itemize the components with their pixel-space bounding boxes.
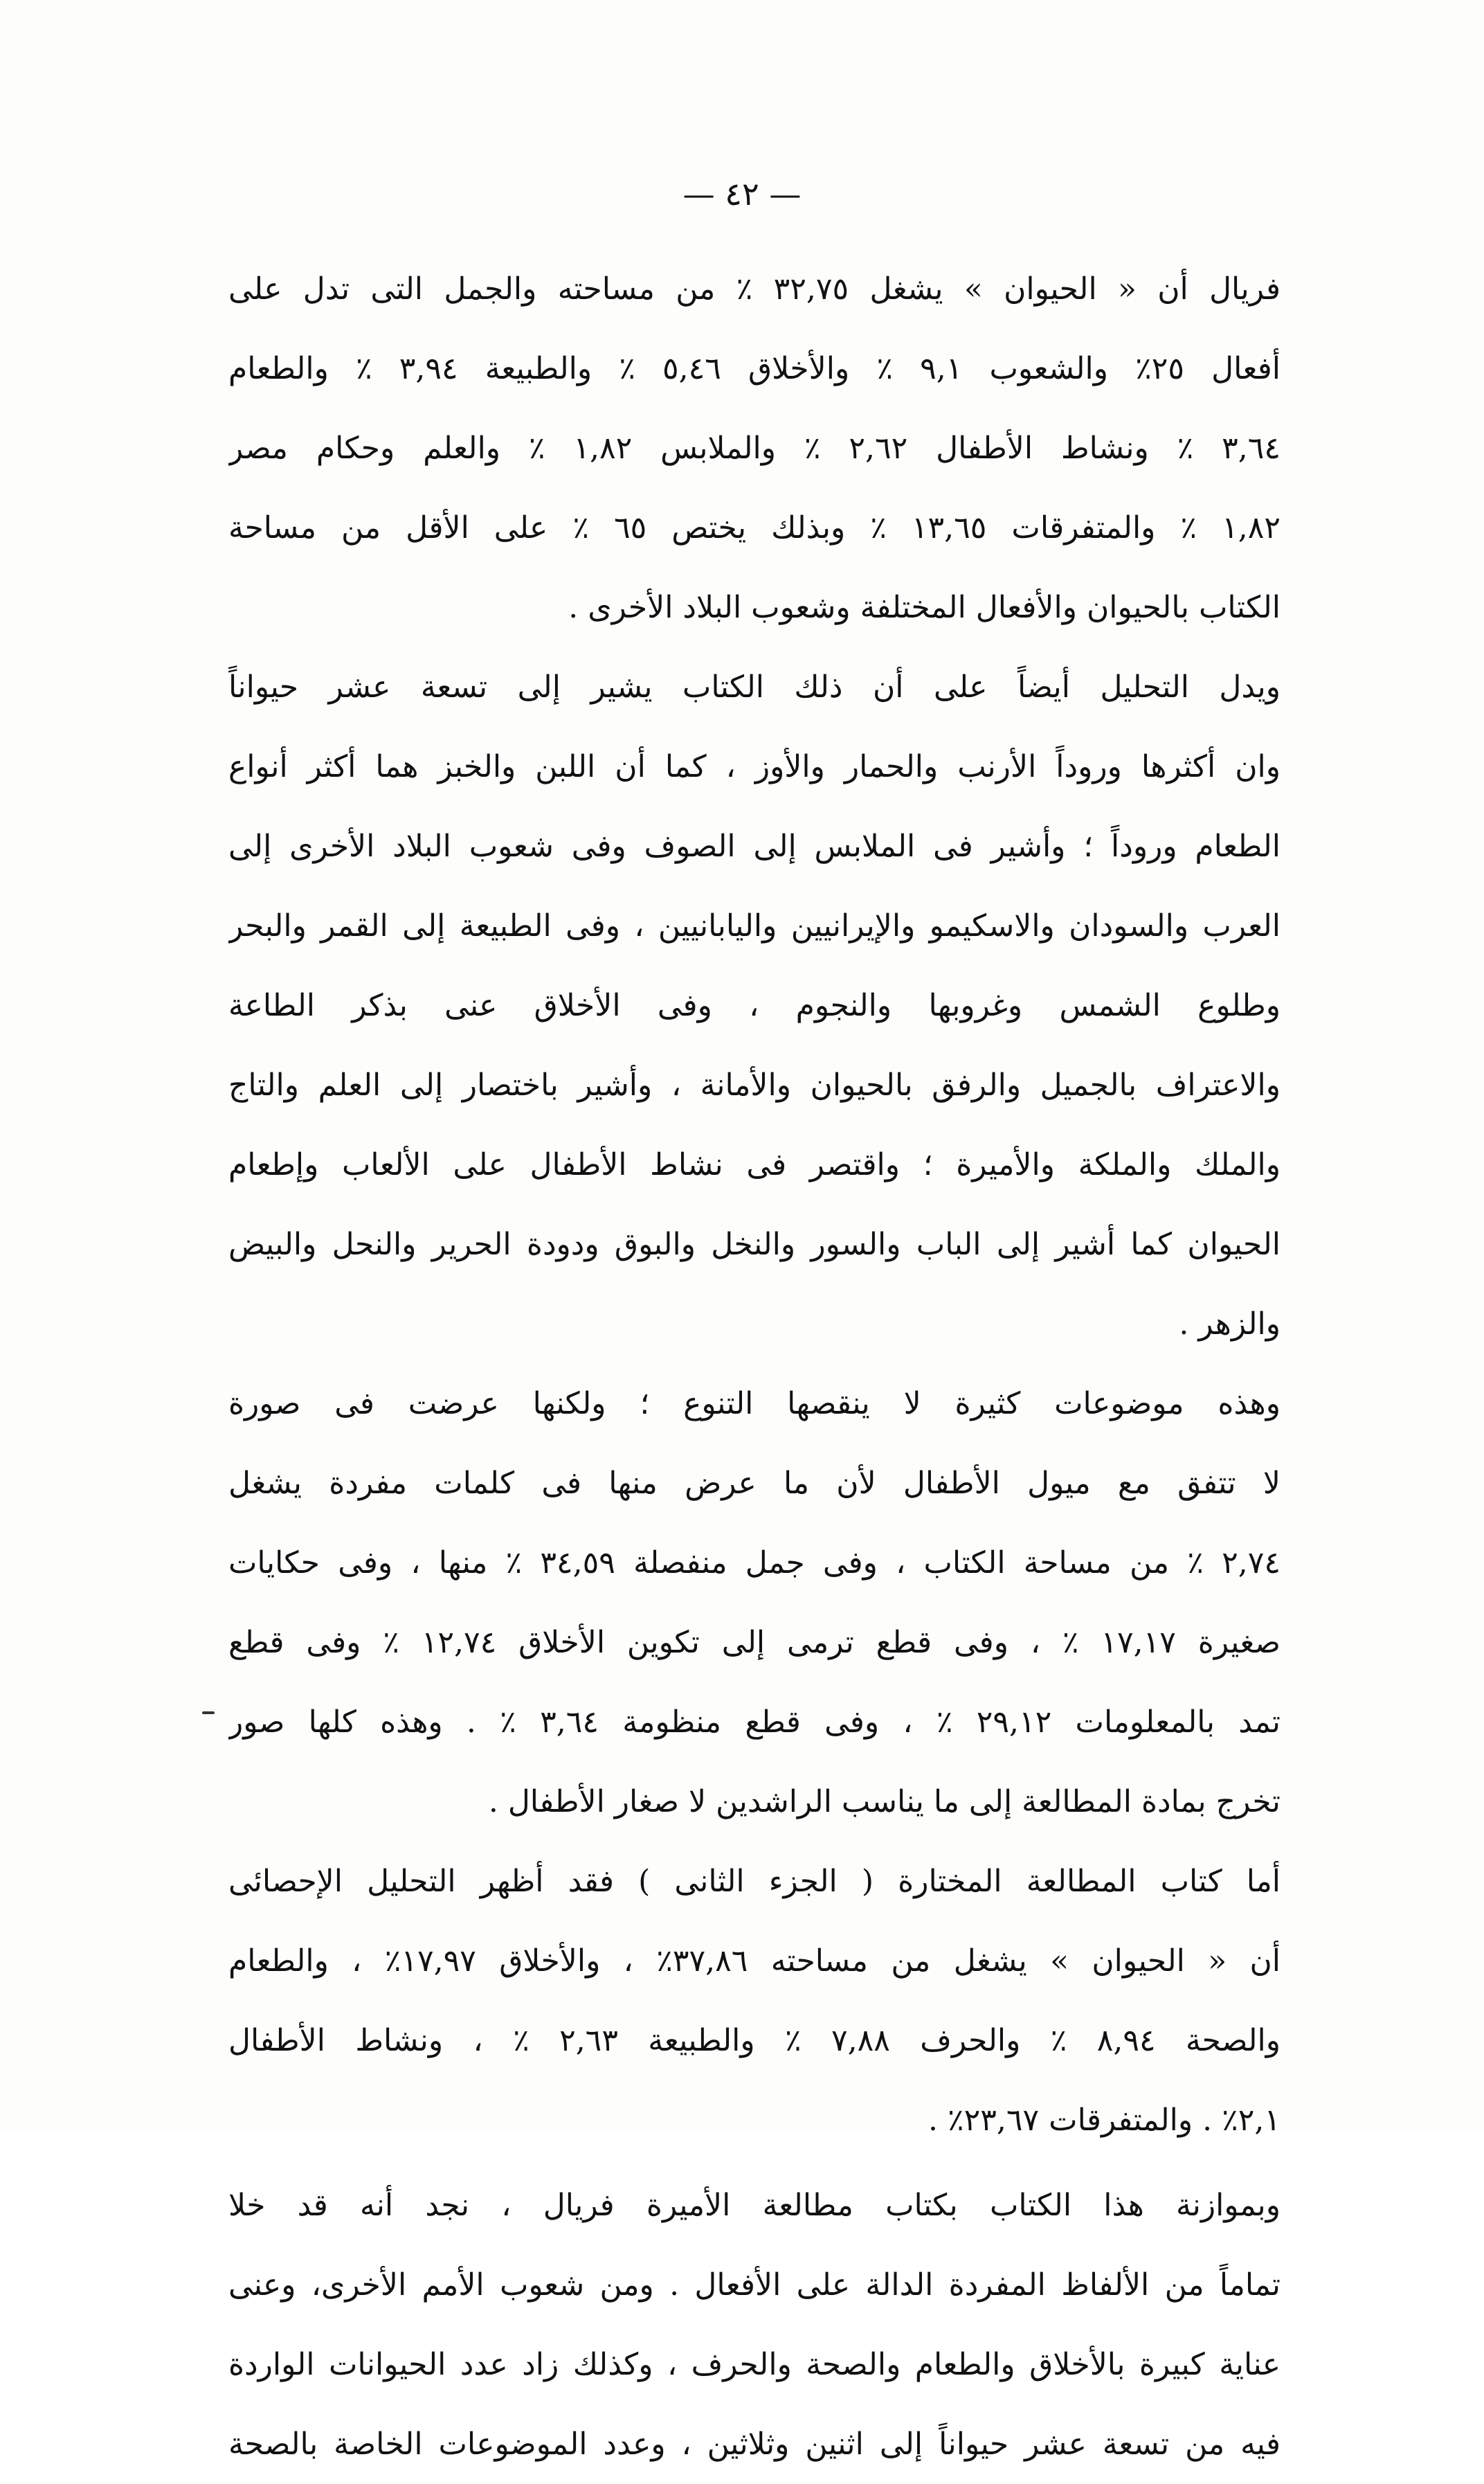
text-line: وبموازنة هذا الكتاب بكتاب مطالعة الأميرة فريال ، نجد أنه قد خلا	[228, 2188, 1281, 2223]
text-line: أما كتاب المطالعة المختارة ( الجزء الثانى ) فقد أظهر التحليل الإحصائى	[228, 1864, 1281, 1899]
text-line: الحيوان كما أشير إلى الباب والسور والنخل والبوق ودودة الحرير والنحل والبيض	[228, 1227, 1281, 1262]
text-line: فريال أن « الحيوان » يشغل ٣٢,٧٥ ٪ من مساحته والجمل التى تدل على	[228, 271, 1281, 307]
paragraph	[228, 1364, 1281, 1842]
text-line: أن « الحيوان » يشغل من مساحته ٣٧,٨٦٪ ، والأخلاق ١٧,٩٧٪ ، والطعام	[228, 1943, 1281, 1979]
page-number: — ٤٢ —	[682, 175, 802, 213]
paragraph	[228, 647, 1281, 1364]
text-line: تماماً من الألفاظ المفردة الدالة على الأفعال . ومن شعوب الأمم الأخرى، وعنى	[228, 2267, 1281, 2303]
text-line: وان أكثرها وروداً الأرنب والحمار والأوز ، كما أن اللبن والخبز هما أكثر أنواع	[228, 749, 1281, 784]
text-line: صغيرة ١٧,١٧ ٪ ، وفى قطع ترمى إلى تكوين الأخلاق ١٢,٧٤ ٪ وفى قطع	[228, 1625, 1281, 1660]
text-line: ١,٨٢ ٪ والمتفرقات ١٣,٦٥ ٪ وبذلك يختص ٦٥ ٪ على الأقل من مساحة	[228, 510, 1281, 546]
text-line: فيه من تسعة عشر حيواناً إلى اثنين وثلاثين ، وعدد الموضوعات الخاصة بالصحة	[228, 2427, 1281, 2462]
text-line: أفعال ٢٥٪ والشعوب ٩,١ ٪ والأخلاق ٥,٤٦ ٪ والطبيعة ٣,٩٤ ٪ والطعام	[228, 351, 1281, 386]
text-line: ٢,٧٤ ٪ من مساحة الكتاب ، وفى جمل منفصلة ٣٤,٥٩ ٪ منها ، وفى حكايات	[228, 1545, 1281, 1581]
paragraph-spacer	[228, 2160, 1281, 2166]
text-line: تخرج بمادة المطالعة إلى ما يناسب الراشدين لا صغار الأطفال .	[488, 1784, 1281, 1819]
text-line: والصحة ٨,٩٤ ٪ والحرف ٧,٨٨ ٪ والطبيعة ٢,٦٣ ٪ ، ونشاط الأطفال	[228, 2023, 1281, 2058]
text-line: الكتاب بالحيوان والأفعال المختلفة وشعوب البلاد الأخرى .	[568, 590, 1281, 625]
text-line: وطلوع الشمس وغروبها والنجوم ، وفى الأخلاق عنى بذكر الطاعة	[228, 988, 1281, 1023]
text-line: ٣,٦٤ ٪ ونشاط الأطفال ٢,٦٢ ٪ والملابس ١,٨٢ ٪ والعلم وحكام مصر	[228, 431, 1281, 466]
paragraph	[228, 249, 1281, 647]
text-line: والزهر .	[1179, 1306, 1281, 1342]
text-line: عناية كبيرة بالأخلاق والطعام والصحة والحرف ، وكذلك زاد عدد الحيوانات الواردة	[228, 2347, 1281, 2382]
text-line: والملك والملكة والأميرة ؛ واقتصر فى نشاط الأطفال على الألعاب وإطعام	[228, 1147, 1281, 1182]
text-line: الطعام وروداً ؛ وأشير فى الملابس إلى الصوف وفى شعوب البلاد الأخرى إلى	[228, 829, 1281, 864]
text-line: لا تتفق مع ميول الأطفال لأن ما عرض منها فى كلمات مفردة يشغل	[228, 1466, 1281, 1501]
ink-speck	[202, 1711, 215, 1714]
paragraph	[228, 2166, 1281, 2484]
text-line: والاعتراف بالجميل والرفق بالحيوان والأمانة ، وأشير باختصار إلى العلم والتاج	[228, 1068, 1281, 1103]
text-line: وهذه موضوعات كثيرة لا ينقصها التنوع ؛ ولكنها عرضت فى صورة	[228, 1386, 1281, 1421]
text-line: ويدل التحليل أيضاً على أن ذلك الكتاب يشير إلى تسعة عشر حيواناً	[228, 669, 1281, 705]
text-line: العرب والسودان والاسكيمو والإيرانيين واليابانيين ، وفى الطبيعة إلى القمر والبحر	[228, 908, 1281, 944]
text-line: تمد بالمعلومات ٢٩,١٢ ٪ ، وفى قطع منظومة ٣,٦٤ ٪ . وهذه كلها صور	[228, 1704, 1281, 1740]
text-line: ٢,١٪ . والمتفرقات ٢٣,٦٧٪ .	[928, 2103, 1281, 2138]
body-text	[228, 249, 1281, 2484]
paragraph	[228, 1842, 1281, 2160]
